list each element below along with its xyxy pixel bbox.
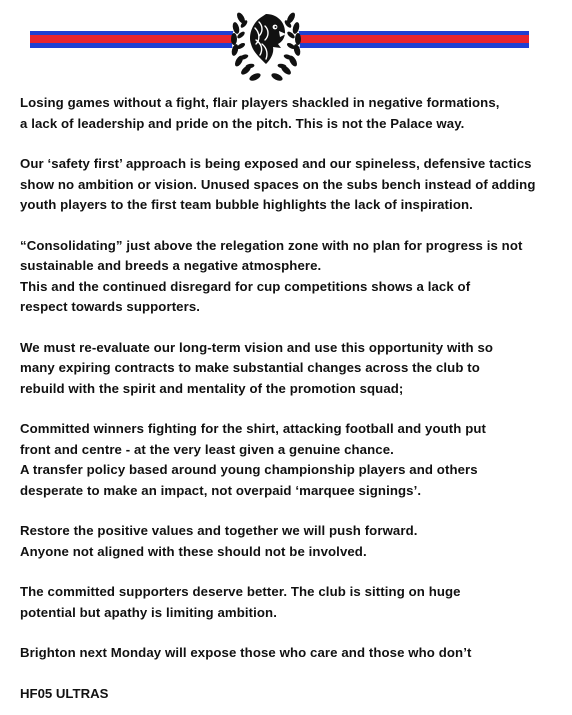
text-line: Losing games without a fight, flair players shackled in negative formations, [20,95,500,110]
text-line: sustainable and breeds a negative atmosphere. [20,258,322,273]
text-line: show no ambition or vision. Unused spaces on the subs bench instead of adding [20,176,536,192]
text-line: rebuild with the spirit and mentality of the promotion squad; [20,380,404,396]
text-line: respect towards supporters. [20,299,201,314]
paragraph [20,338,560,400]
text-line: a lack of leadership and pride on the pitch. This is not the Palace way. [20,115,465,131]
text-line: “Consolidating” just above the relegation zone with no plan for progress is not [20,237,523,253]
text-line: desperate to make an impact, not overpaid ‘marquee signings’. [20,482,422,498]
text-line: potential but apathy is limiting ambition. [20,604,277,620]
paragraph [20,154,560,216]
text-line: The committed supporters deserve better. The club is sitting on huge [20,584,461,599]
text-line: Anyone not aligned with these should not be involved. [20,543,367,559]
text-line: Brighton next Monday will expose those who care and those who don’t [20,645,472,660]
text-line: front and centre - at the very least given a genuine chance. [20,441,394,457]
header-banner [0,0,572,90]
text-line: This and the continued disregard for cup competitions shows a lack of [20,278,471,294]
signature: HF05 ULTRAS [20,686,109,701]
paragraph [20,521,560,562]
paragraph [20,93,560,134]
text-line: youth players to the first team bubble highlights the lack of inspiration. [20,197,473,212]
paragraph [20,236,560,318]
paragraph [20,419,560,501]
paragraph [20,582,560,623]
text-line: Committed winners fighting for the shirt, attacking football and youth put [20,421,487,436]
eagle-laurel-emblem-icon [229,0,303,84]
paragraph [20,643,560,664]
text-line: many expiring contracts to make substantial changes across the club to [20,360,480,375]
text-line: A transfer policy based around young championship players and others [20,462,478,477]
text-line: Our ‘safety first’ approach is being exposed and our spineless, defensive tactics [20,156,532,171]
text-line: Restore the positive values and together we will push forward. [20,523,418,538]
statement-body [20,93,560,684]
text-line: We must re-evaluate our long-term vision and use this opportunity with so [20,339,494,355]
